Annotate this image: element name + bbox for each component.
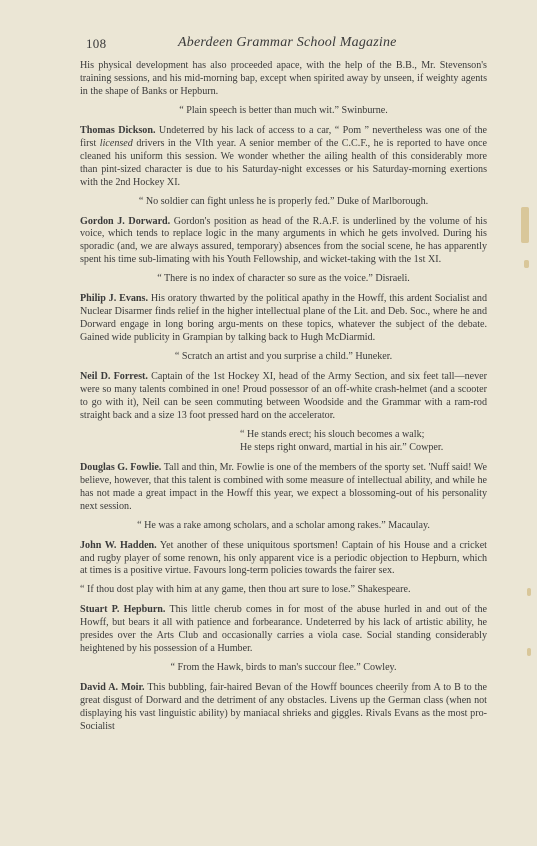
- margin-ink-mark: [527, 588, 531, 596]
- profile-name: Philip J. Evans.: [80, 293, 148, 305]
- intro-paragraph: His physical development has also proceeded apace, with the help of the B.B., Mr. Stevenson's training sessions, and his mid-morning bap, except when spirited away by unseen, if weighty agents in the shape of Banks or Hepburn.: [80, 60, 487, 97]
- profile-text: His oratory thwarted by the political apathy in the Howff, this ardent Socialist and Nuclear Disarmer finds relief in the higher intellectual plane of the Lit. and Deb. Soc., where he and Dorward engage in long boring argu-ments on these topics, whatever the subject of the debate. Gained wide publicity in Grampian by talking back to Hugh McDiarmid.: [80, 293, 487, 344]
- profile-paragraph: [80, 462, 487, 514]
- quote-marlborough: “ No soldier can fight unless he is properly fed.” Duke of Marlborough.: [138, 195, 429, 207]
- profile-paragraph: [80, 293, 487, 345]
- quote-huneker: “ Scratch an artist and you surprise a child.” Huneker.: [174, 351, 393, 363]
- profile-name: Douglas G. Fowlie.: [80, 461, 162, 473]
- profile-name: Gordon J. Dorward.: [80, 215, 171, 227]
- page-number: 108: [86, 36, 107, 51]
- quote-cowley: “ From the Hawk, birds to man's succour flee.” Cowley.: [170, 662, 397, 674]
- verse-cowper: [80, 429, 487, 455]
- article-body: [80, 60, 487, 740]
- profile-text: Tall and thin, Mr. Fowlie is one of the members of the sporty set. 'Nuff said! We believe, however, that this talent is combined with some measure of intellectual ability, and while he has not made a great impact in the Howff this year, we expect a blossoming-out of his personality next session.: [80, 461, 488, 512]
- profile-paragraph: [80, 604, 487, 656]
- profile-paragraph: [80, 216, 487, 268]
- profile-text: drivers in the VIth year. A senior member of the C.C.F., he is reported to have once cleaned his uniform this session. We wonder whether the ailing health of this considerably more than pint-sized character is due to his Saturday-night excesses or his Saturday-morning exertions with the 2nd Hockey XI.: [80, 137, 487, 188]
- profile-text: Gordon's position as head of the R.A.F. is underlined by the volume of his voice, which tends to replace logic in the many arguments in which he gets involved. During his sporadic (and, we are always assured, temporary) absences from the social scene, he has apparently spent his time sub-limating with his Youth Fellowship, and wicket-taking with the 1st XI.: [80, 215, 487, 266]
- profile-text: Yet another of these uniquitous sportsmen! Captain of his House and a cricket and rugby player of some renown, his only apparent vice is a periodic objection to Hepburn, which at times is a positive virtue. Favours long-term policies towards the fairer sex.: [80, 539, 487, 577]
- quote-swinburne: “ Plain speech is better than much wit.” Swinburne.: [179, 104, 388, 116]
- profile-text: This bubbling, fair-haired Bevan of the Howff bounces cheerily from A to B to the great disgust of Dorward and the detriment of any obstacles. Livens up the German class (when not displaying his vast linguistic ability) by maniacal shrieks and giggles. Rivals Evans as the most pro-Socialist: [80, 682, 488, 732]
- profile-name: Thomas Dickson.: [80, 124, 156, 136]
- profile-emphasis: licensed: [99, 137, 133, 149]
- quote-macaulay: “ He was a rake among scholars, and a scholar among rakes.” Macaulay.: [137, 519, 430, 531]
- profile-text: Undeterred by his lack of access to a car, “ Pom ” nevertheless was one of the first: [80, 124, 487, 149]
- profile-paragraph: [80, 682, 487, 734]
- profile-name: Stuart P. Hepburn.: [80, 604, 166, 616]
- page-header: [86, 36, 486, 56]
- verse-line: He steps right onward, martial in his air.” Cowper.: [240, 441, 444, 453]
- profile-paragraph: [80, 540, 487, 579]
- profile-paragraph: [80, 125, 487, 190]
- margin-ink-mark: [527, 648, 531, 656]
- profile-text: This little cherub comes in for most of the abuse hurled in and out of the Howff, but bears it all with patience and forbearance. Undeterred by his lack of artistic ability, he presides over the Arts Club and occasionally carries a viola case. Social standing considerably heightened by his possession of a Humber.: [80, 604, 487, 655]
- profile-paragraph: [80, 371, 487, 423]
- profile-text: Captain of the 1st Hockey XI, head of the Army Section, and six feet tall—never were so many talents combined in one! Proud possessor of an off-white crash-helmet (and a scooter to go with it), Neil can be seen commuting between Woodside and the Grammar with a ram-rod straight back and a size 13 foot pressed hard on the accelerator.: [80, 371, 488, 421]
- verse-line: “ He stands erect; his slouch becomes a walk;: [240, 428, 425, 440]
- margin-ink-mark: [524, 260, 529, 268]
- profile-name: John W. Hadden.: [80, 539, 157, 551]
- quote-disraeli: “ There is no index of character so sure as the voice.” Disraeli.: [157, 273, 410, 285]
- quote-shakespeare: “ If thou dost play with him at any game, then thou art sure to lose.” Shakespeare.: [80, 584, 411, 596]
- profile-name: Neil D. Forrest.: [80, 371, 148, 383]
- running-title: Aberdeen Grammar School Magazine: [178, 35, 397, 50]
- margin-ink-mark: [521, 207, 529, 243]
- profile-name: David A. Moir.: [80, 682, 145, 694]
